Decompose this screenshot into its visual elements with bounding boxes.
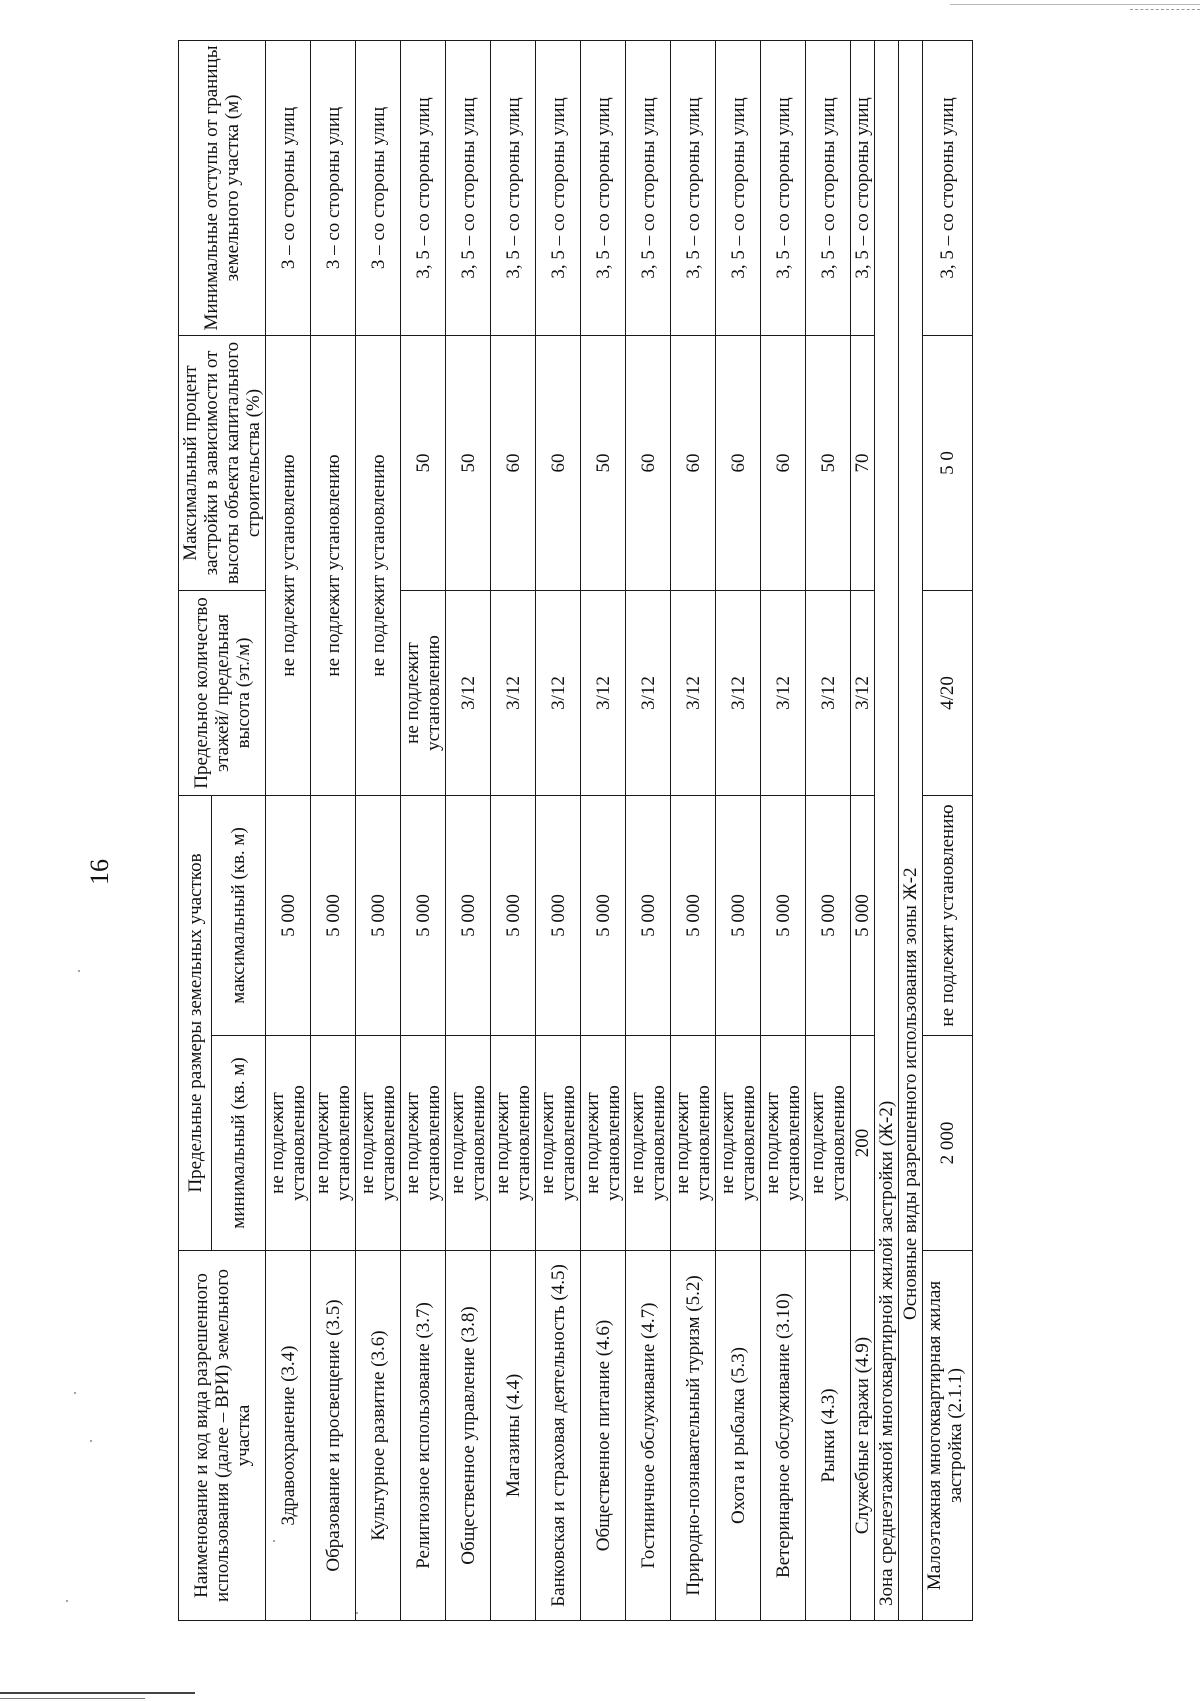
table-row: [626, 40, 671, 1620]
cell-max: 5 000: [266, 795, 311, 1035]
regulations-table: [178, 40, 973, 1621]
cell-setback: 3, 5 – со стороны улиц: [671, 40, 716, 335]
cell-setback: 3, 5 – со стороны улиц: [761, 40, 806, 335]
subzone-title: Основные виды разрешенного использования зоны Ж-2: [899, 40, 923, 1620]
cell-max: 5 000: [311, 795, 356, 1035]
cell-setback: 3, 5 – со стороны улиц: [626, 40, 671, 335]
cell-max: не подлежит установлению: [923, 795, 973, 1035]
cell-max: 5 000: [851, 795, 875, 1035]
cell-min: не подлежит установлению: [761, 1036, 806, 1251]
cell-min: не подлежит установлению: [356, 1036, 401, 1251]
cell-name-text: Малоэтажная многоквартирная жилая застройка (2.1.1): [924, 1280, 966, 1591]
table-row: [446, 40, 491, 1620]
cell-min: не подлежит установлению: [536, 1036, 581, 1251]
cell-max: 5 000: [536, 795, 581, 1035]
cell-floors: 3/12: [626, 590, 671, 795]
cell-percent: 60: [491, 335, 536, 590]
cell-name: Общественное управление (3.8): [446, 1251, 491, 1621]
cell-name: Служебные гаражи (4.9): [851, 1251, 875, 1621]
zone-title: Зона среднеэтажной многоквартирной жилой застройки (Ж-2): [875, 40, 899, 1620]
table-row: [401, 40, 446, 1620]
cell-percent: 70: [851, 335, 875, 590]
cell-name: Общественное питание (4.6): [581, 1251, 626, 1621]
cell-floors: 3/12: [851, 590, 875, 795]
cell-merged: не подлежит установлению: [356, 335, 401, 795]
cell-percent: 60: [626, 335, 671, 590]
table-row: [806, 40, 851, 1620]
cell-name: Магазины (4.4): [491, 1251, 536, 1621]
cell-max: 5 000: [626, 795, 671, 1035]
header-row: [179, 40, 212, 1620]
cell-name: Природно-познавательный туризм (5.2): [671, 1251, 716, 1621]
subzone-row: [899, 40, 923, 1620]
cell-min: не подлежит установлению: [671, 1036, 716, 1251]
cell-setback: 3, 5 – со стороны улиц: [851, 40, 875, 335]
header-max-size: максимальный (кв. м): [212, 795, 266, 1035]
cell-percent: 60: [536, 335, 581, 590]
table-row: [761, 40, 806, 1620]
header-min-size: минимальный (кв. м): [212, 1036, 266, 1251]
table-row: [581, 40, 626, 1620]
header-percent: Максимальный процент застройки в зависимости от высоты объекта капитального строительства (%): [179, 335, 266, 590]
cell-min: не подлежит установлению: [716, 1036, 761, 1251]
cell-percent: 50: [401, 335, 446, 590]
cell-floors: 3/12: [446, 590, 491, 795]
cell-floors: 3/12: [806, 590, 851, 795]
cell-setback: 3, 5 – со стороны улиц: [491, 40, 536, 335]
cell-min: не подлежит установлению: [311, 1036, 356, 1251]
cell-max: 5 000: [401, 795, 446, 1035]
cell-name: Гостиничное обслуживание (4.7): [626, 1251, 671, 1621]
cell-setback: 3 – со стороны улиц: [266, 40, 311, 335]
cell-setback: 3, 5 – со стороны улиц: [806, 40, 851, 335]
cell-floors: 3/12: [491, 590, 536, 795]
cell-name: Религиозное использование (3.7): [401, 1251, 446, 1621]
header-setback: Минимальные отступы от границы земельного участка (м): [179, 40, 266, 335]
page-number: 16: [85, 859, 114, 885]
header-plot-sizes: Предельные размеры земельных участков: [179, 795, 212, 1250]
cell-min: не подлежит установлению: [266, 1036, 311, 1251]
cell-min: не подлежит установлению: [401, 1036, 446, 1251]
header-name: Наименование и код вида разрешенного использования (далее – ВРИ) земельного участка: [179, 1251, 266, 1621]
cell-max: 5 000: [491, 795, 536, 1035]
cell-floors: 4/20: [923, 590, 973, 795]
cell-merged: не подлежит установлению: [311, 335, 356, 795]
cell-min: 2 000: [923, 1036, 973, 1251]
cell-setback: 3, 5 – со стороны улиц: [536, 40, 581, 335]
cell-min: не подлежит установлению: [446, 1036, 491, 1251]
table-row: [671, 40, 716, 1620]
cell-floors: 3/12: [671, 590, 716, 795]
table-row: [311, 40, 356, 1620]
cell-name: Здравоохранение (3.4): [266, 1251, 311, 1621]
zone-row: [875, 40, 899, 1620]
cell-max: 5 000: [716, 795, 761, 1035]
cell-name: Ветеринарное обслуживание (3.10): [761, 1251, 806, 1621]
cell-name: Культурное развитие (3.6): [356, 1251, 401, 1621]
cell-floors: 3/12: [716, 590, 761, 795]
cell-percent: 50: [806, 335, 851, 590]
cell-name: Банковская и страховая деятельность (4.5): [536, 1251, 581, 1621]
cell-setback: 3, 5 – со стороны улиц: [581, 40, 626, 335]
cell-percent: 5 0: [923, 335, 973, 590]
cell-name: Охота и рыбалка (5.3): [716, 1251, 761, 1621]
cell-min: 200: [851, 1036, 875, 1251]
cell-max: 5 000: [806, 795, 851, 1035]
table-row: [716, 40, 761, 1620]
cell-max: 5 000: [761, 795, 806, 1035]
cell-name: Образование и просвещение (3.5): [311, 1251, 356, 1621]
cell-percent: 60: [716, 335, 761, 590]
cell-setback: 3, 5 – со стороны улиц: [923, 40, 973, 335]
table-row: [851, 40, 875, 1620]
cell-percent: 60: [761, 335, 806, 590]
cell-merged: не подлежит установлению: [266, 335, 311, 795]
table-row: [923, 40, 973, 1620]
cell-floors: 3/12: [536, 590, 581, 795]
cell-min: не подлежит установлению: [806, 1036, 851, 1251]
table-row: [491, 40, 536, 1620]
cell-setback: 3, 5 – со стороны улиц: [716, 40, 761, 335]
cell-percent: 50: [446, 335, 491, 590]
cell-min: не подлежит установлению: [491, 1036, 536, 1251]
cell-max: 5 000: [581, 795, 626, 1035]
cell-setback: 3, 5 – со стороны улиц: [401, 40, 446, 335]
cell-percent: 50: [581, 335, 626, 590]
cell-setback: 3 – со стороны улиц: [356, 40, 401, 335]
cell-floors: 3/12: [581, 590, 626, 795]
cell-max: 5 000: [671, 795, 716, 1035]
cell-max: 5 000: [356, 795, 401, 1035]
cell-percent: 60: [671, 335, 716, 590]
cell-max: 5 000: [446, 795, 491, 1035]
cell-floors: не подлежит установлению: [401, 590, 446, 795]
cell-setback: 3 – со стороны улиц: [311, 40, 356, 335]
cell-min: не подлежит установлению: [626, 1036, 671, 1251]
header-floors: Предельное количество этажей/ предельная высота (эт./м): [179, 590, 266, 795]
table-row: [356, 40, 401, 1620]
cell-name: Рынки (4.3): [806, 1251, 851, 1621]
cell-floors: 3/12: [761, 590, 806, 795]
cell-name: [923, 1251, 973, 1621]
table-row: [536, 40, 581, 1620]
cell-min: не подлежит установлению: [581, 1036, 626, 1251]
table-row: [266, 40, 311, 1620]
cell-setback: 3, 5 – со стороны улиц: [446, 40, 491, 335]
